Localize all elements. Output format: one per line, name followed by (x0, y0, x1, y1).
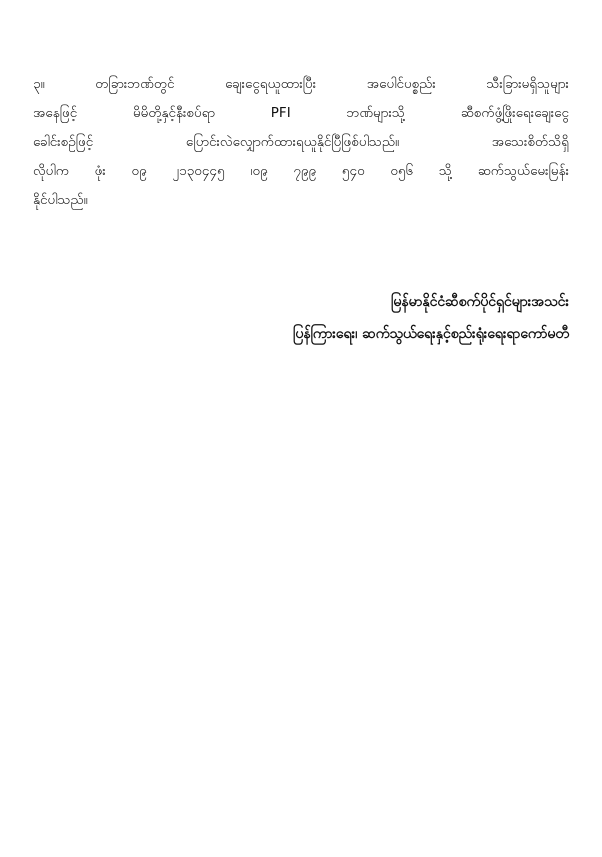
paragraph-line-2: အနေဖြင့် မိမိတို့နှင့်နီးစပ်ရာ PFI ဘဏ်များသို့ ဆီစက်ဖွံ့ဖြိုးရေးချေးငွေ (33, 105, 569, 121)
paragraph-line-3: ခေါင်းစဉ်ဖြင့် ပြောင်းလဲလျှောက်ထားရယူနိုင်ပြီဖြစ်ပါသည်။ အသေးစိတ်သိရှိ (33, 134, 569, 150)
paragraph-line-1: ၃။ တခြားဘဏ်တွင် ချေးငွေရယူထားပြီး အပေါင်ပစ္စည်း သီးခြားမရှိသူများ (33, 76, 569, 92)
paragraph-line-4: လိုပါက ဖုံး ၀၉ ၂၁၃၀၄၄၅ ၊၀၉ ၇၉၉ ၅၄၀ ၀၅၆ သို့ ဆက်သွယ်မေးမြန်း (33, 163, 569, 179)
signature-block (129, 286, 569, 350)
signature-organization: မြန်မာနိုင်ငံဆီစက်ပိုင်ရှင်များအသင်း (390, 294, 569, 310)
body-paragraph (33, 70, 569, 215)
paragraph-line-5: နိုင်ပါသည်။ (33, 192, 88, 208)
signature-committee: ပြန်ကြားရေး၊ ဆက်သွယ်ရေးနှင့်စည်းရုံးရေးရာကော်မတီ (292, 326, 569, 342)
